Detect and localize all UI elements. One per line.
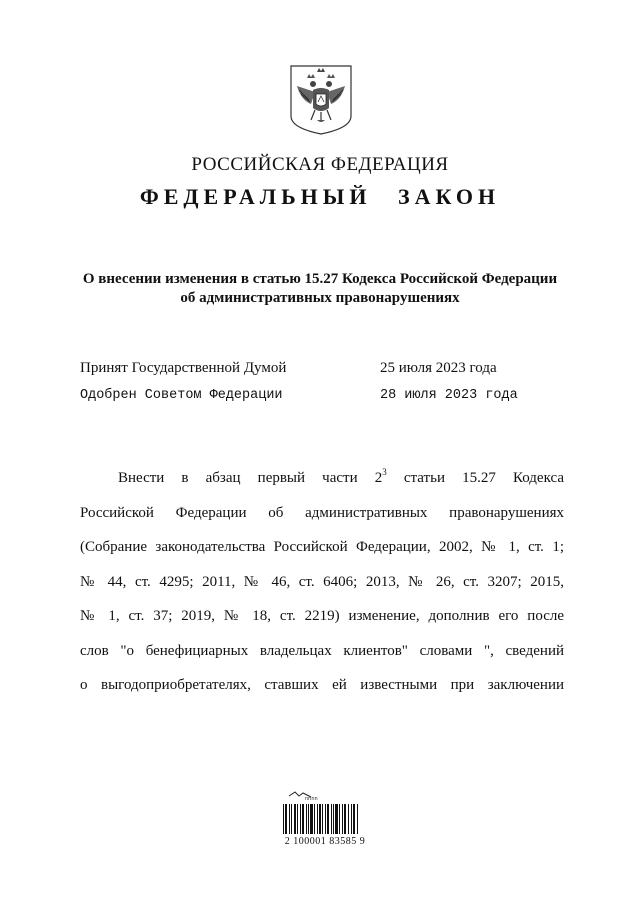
body-line-5: № 1, ст. 37; 2019, № 18, ст. 2219) изменение, дополнив его после: [80, 608, 564, 624]
body-line-3: (Собрание законодательства Российской Федерации, 2002, № 1, ст. 1;: [80, 539, 564, 555]
coat-of-arms-icon: [289, 64, 353, 136]
body-line-7: о выгодоприобретателях, ставших ей известными при заключении: [80, 677, 564, 693]
svg-text:nnnn: nnnn: [305, 796, 318, 802]
adoption-duma-label: Принят Государственной Думой: [80, 360, 287, 376]
adoption-council-label: Одобрен Советом Федерации: [80, 388, 283, 403]
body-line-1-superscript: 3: [382, 467, 387, 477]
body-line-2: Российской Федерации об административных правонарушениях: [80, 504, 564, 521]
country-name: РОССИЙСКАЯ ФЕДЕРАЦИЯ: [191, 154, 449, 175]
body-line-1-end: статьи 15.27 Кодекса: [386, 470, 564, 486]
body-line-6: слов "о бенефициарных владельцах клиентов" словами ", сведений: [80, 642, 564, 659]
body-line-1-start: Внести в абзац первый части 2: [118, 470, 383, 486]
law-subject-line-1: О внесении изменения в статью 15.27 Кодекса Российской Федерации: [82, 271, 558, 287]
body-line-4: № 44, ст. 4295; 2011, № 46, ст. 6406; 2013, № 26, ст. 3207; 2015,: [80, 573, 564, 590]
body-line-1: [80, 455, 564, 496]
barcode-number: 2 100001 83585 9: [284, 836, 366, 847]
document-type-title: ФЕДЕРАЛЬНЫЙ ЗАКОН: [139, 184, 501, 209]
adoption-duma-date: 25 июля 2023 года: [380, 360, 497, 376]
law-subject: [70, 270, 570, 308]
law-body: [80, 455, 564, 703]
law-subject-line-2: об административных правонарушениях: [180, 290, 460, 306]
adoption-council-date: 28 июля 2023 года: [380, 388, 518, 403]
